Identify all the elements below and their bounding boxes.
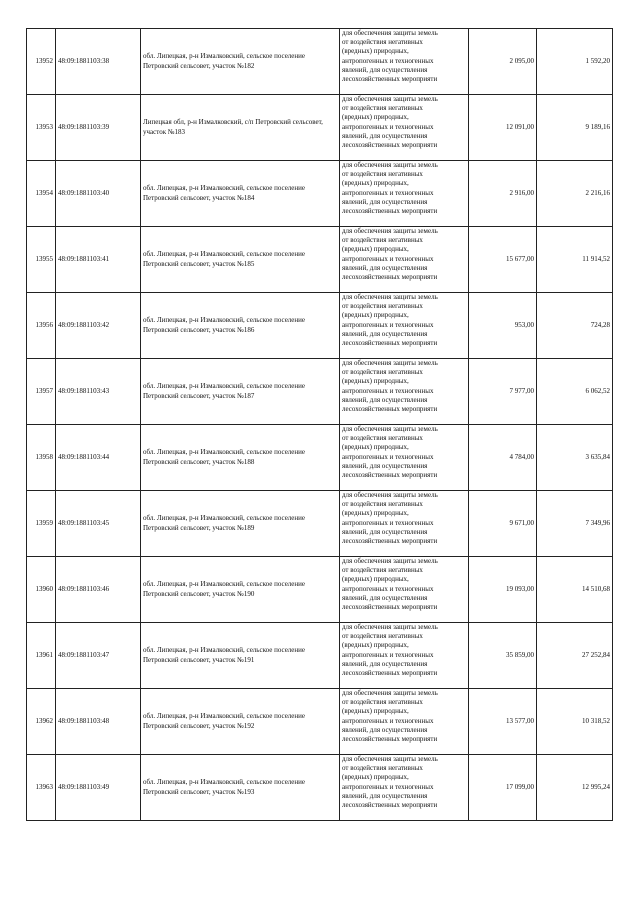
table-row: [27, 557, 613, 623]
parcel-area: 19 093,00: [469, 557, 537, 623]
row-number: 13958: [27, 425, 56, 491]
table-row: [27, 689, 613, 755]
cadastral-value: 2 216,16: [537, 161, 613, 227]
row-number: 13962: [27, 689, 56, 755]
table-row: [27, 491, 613, 557]
cadastral-number: 48:09:1881103:46: [56, 557, 141, 623]
cadastral-number: 48:09:1881103:40: [56, 161, 141, 227]
cadastral-value: 11 914,52: [537, 227, 613, 293]
parcel-area: 7 977,00: [469, 359, 537, 425]
cadastral-value: 10 318,52: [537, 689, 613, 755]
cadastral-number: 48:09:1881103:41: [56, 227, 141, 293]
parcel-area: 2 095,00: [469, 29, 537, 95]
table-row: [27, 29, 613, 95]
row-number: 13956: [27, 293, 56, 359]
permitted-use: для обеспечения защиты земель от воздействия негативных (вредных) природных, антропогенных и техногенных явлений, для осуществления лесохозяйственных мероприяти: [340, 491, 469, 557]
table-row: [27, 95, 613, 161]
table-row: [27, 227, 613, 293]
table-row: [27, 161, 613, 227]
parcel-address: обл. Липецкая, р-н Измалковский, сельское поселение Петровский сельсовет, участок №184: [141, 161, 340, 227]
cadastral-value: 27 252,84: [537, 623, 613, 689]
parcel-area: 17 099,00: [469, 755, 537, 821]
parcel-address: Липецкая обл, р-н Измалковский, с/п Петровский сельсовет, участок №183: [141, 95, 340, 161]
cadastral-value: 3 635,84: [537, 425, 613, 491]
row-number: 13961: [27, 623, 56, 689]
row-number: 13957: [27, 359, 56, 425]
permitted-use: для обеспечения защиты земель от воздействия негативных (вредных) природных, антропогенных и техногенных явлений, для осуществления лесохозяйственных мероприяти: [340, 293, 469, 359]
permitted-use: для обеспечения защиты земель от воздействия негативных (вредных) природных, антропогенных и техногенных явлений, для осуществления лесохозяйственных мероприяти: [340, 95, 469, 161]
table-row: [27, 755, 613, 821]
parcel-area: 4 784,00: [469, 425, 537, 491]
permitted-use: для обеспечения защиты земель от воздействия негативных (вредных) природных, антропогенных и техногенных явлений, для осуществления лесохозяйственных мероприяти: [340, 227, 469, 293]
cadastral-number: 48:09:1881103:49: [56, 755, 141, 821]
cadastral-value: 6 062,52: [537, 359, 613, 425]
land-parcels-table: [26, 28, 613, 821]
permitted-use: для обеспечения защиты земель от воздействия негативных (вредных) природных, антропогенных и техногенных явлений, для осуществления лесохозяйственных мероприяти: [340, 557, 469, 623]
row-number: 13963: [27, 755, 56, 821]
row-number: 13960: [27, 557, 56, 623]
parcel-area: 35 859,00: [469, 623, 537, 689]
table-row: [27, 293, 613, 359]
parcel-address: обл. Липецкая, р-н Измалковский, сельское поселение Петровский сельсовет, участок №185: [141, 227, 340, 293]
permitted-use: для обеспечения защиты земель от воздействия негативных (вредных) природных, антропогенных и техногенных явлений, для осуществления лесохозяйственных мероприяти: [340, 755, 469, 821]
parcel-area: 953,00: [469, 293, 537, 359]
parcel-address: обл. Липецкая, р-н Измалковский, сельское поселение Петровский сельсовет, участок №188: [141, 425, 340, 491]
cadastral-number: 48:09:1881103:44: [56, 425, 141, 491]
cadastral-number: 48:09:1881103:43: [56, 359, 141, 425]
permitted-use: для обеспечения защиты земель от воздействия негативных (вредных) природных, антропогенных и техногенных явлений, для осуществления лесохозяйственных мероприяти: [340, 623, 469, 689]
cadastral-value: 1 592,20: [537, 29, 613, 95]
permitted-use: для обеспечения защиты земель от воздействия негативных (вредных) природных, антропогенных и техногенных явлений, для осуществления лесохозяйственных мероприяти: [340, 161, 469, 227]
cadastral-number: 48:09:1881103:38: [56, 29, 141, 95]
permitted-use: для обеспечения защиты земель от воздействия негативных (вредных) природных, антропогенных и техногенных явлений, для осуществления лесохозяйственных мероприяти: [340, 359, 469, 425]
parcel-address: обл. Липецкая, р-н Измалковский, сельское поселение Петровский сельсовет, участок №193: [141, 755, 340, 821]
cadastral-number: 48:09:1881103:39: [56, 95, 141, 161]
parcel-area: 15 677,00: [469, 227, 537, 293]
table-body: [27, 29, 613, 821]
parcel-area: 9 671,00: [469, 491, 537, 557]
permitted-use: для обеспечения защиты земель от воздействия негативных (вредных) природных, антропогенных и техногенных явлений, для осуществления лесохозяйственных мероприяти: [340, 29, 469, 95]
cadastral-number: 48:09:1881103:45: [56, 491, 141, 557]
parcel-address: обл. Липецкая, р-н Измалковский, сельское поселение Петровский сельсовет, участок №191: [141, 623, 340, 689]
row-number: 13952: [27, 29, 56, 95]
cadastral-value: 12 995,24: [537, 755, 613, 821]
permitted-use: для обеспечения защиты земель от воздействия негативных (вредных) природных, антропогенных и техногенных явлений, для осуществления лесохозяйственных мероприяти: [340, 425, 469, 491]
cadastral-number: 48:09:1881103:48: [56, 689, 141, 755]
parcel-area: 12 091,00: [469, 95, 537, 161]
cadastral-value: 7 349,96: [537, 491, 613, 557]
parcel-area: 13 577,00: [469, 689, 537, 755]
parcel-address: обл. Липецкая, р-н Измалковский, сельское поселение Петровский сельсовет, участок №186: [141, 293, 340, 359]
cadastral-value: 724,28: [537, 293, 613, 359]
parcel-address: обл. Липецкая, р-н Измалковский, сельское поселение Петровский сельсовет, участок №182: [141, 29, 340, 95]
parcel-address: обл. Липецкая, р-н Измалковский, сельское поселение Петровский сельсовет, участок №187: [141, 359, 340, 425]
permitted-use: для обеспечения защиты земель от воздействия негативных (вредных) природных, антропогенных и техногенных явлений, для осуществления лесохозяйственных мероприяти: [340, 689, 469, 755]
table-row: [27, 623, 613, 689]
cadastral-value: 14 510,68: [537, 557, 613, 623]
table-row: [27, 359, 613, 425]
row-number: 13954: [27, 161, 56, 227]
cadastral-number: 48:09:1881103:42: [56, 293, 141, 359]
row-number: 13955: [27, 227, 56, 293]
parcel-address: обл. Липецкая, р-н Измалковский, сельское поселение Петровский сельсовет, участок №192: [141, 689, 340, 755]
table-row: [27, 425, 613, 491]
parcel-area: 2 916,00: [469, 161, 537, 227]
row-number: 13959: [27, 491, 56, 557]
parcel-address: обл. Липецкая, р-н Измалковский, сельское поселение Петровский сельсовет, участок №190: [141, 557, 340, 623]
cadastral-value: 9 189,16: [537, 95, 613, 161]
row-number: 13953: [27, 95, 56, 161]
cadastral-number: 48:09:1881103:47: [56, 623, 141, 689]
parcel-address: обл. Липецкая, р-н Измалковский, сельское поселение Петровский сельсовет, участок №189: [141, 491, 340, 557]
